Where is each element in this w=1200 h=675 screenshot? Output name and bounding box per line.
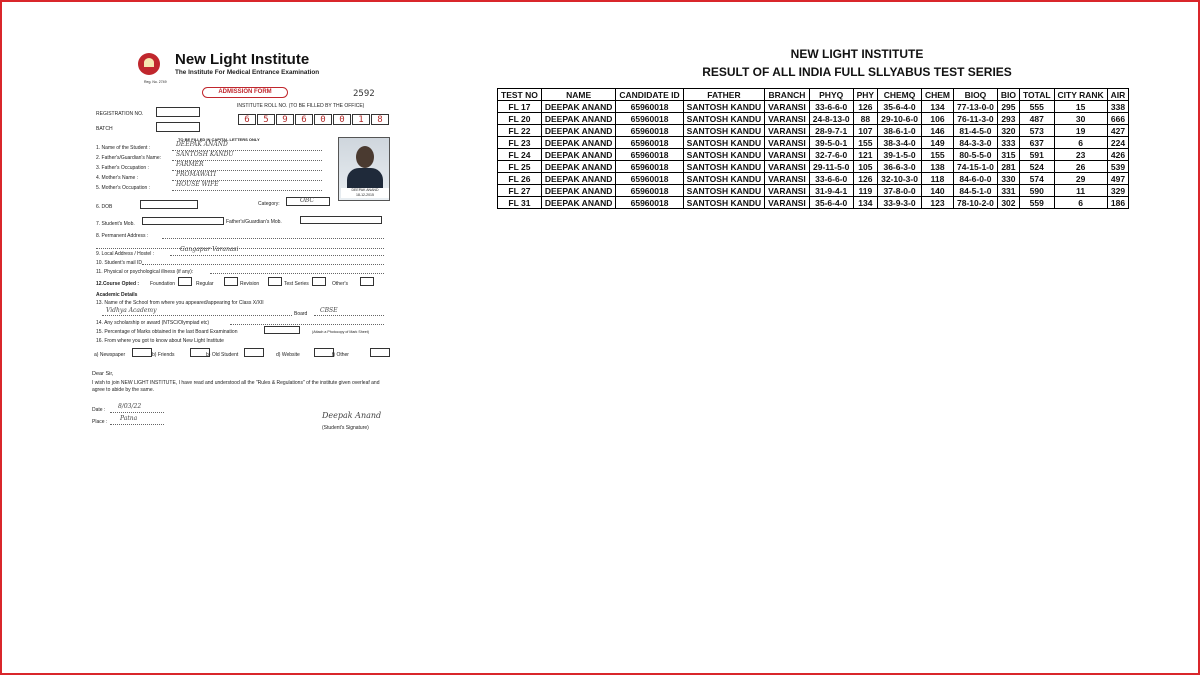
result-title-institute: NEW LIGHT INSTITUTE [790, 47, 924, 61]
table-cell: VARANSI [765, 125, 810, 137]
course-option-checkbox [268, 277, 282, 286]
table-cell: 138 [921, 161, 953, 173]
source-option-label: d) Website [276, 352, 300, 358]
table-cell: 666 [1107, 113, 1129, 125]
table-cell: 126 [853, 101, 877, 113]
field-label: 1. Name of the Student : [96, 145, 151, 151]
table-cell: SANTOSH KANDU [683, 185, 764, 197]
table-cell: 118 [921, 173, 953, 185]
table-cell: DEEPAK ANAND [541, 101, 616, 113]
photo-head [356, 146, 374, 168]
table-cell: 23 [1054, 149, 1107, 161]
table-cell: 329 [1107, 185, 1129, 197]
declaration-text: I wish to join NEW LIGHT INSTITUTE, I have read and understood all the "Rules & Regulations" of the institute given overleaf and agree to abide by the same. [92, 380, 380, 393]
table-cell: 29-11-5-0 [809, 161, 853, 173]
table-cell: 331 [997, 185, 1019, 197]
batch-label: BATCH [96, 126, 113, 132]
table-cell: 35-6-4-0 [809, 197, 853, 209]
column-header: PHYQ [809, 89, 853, 101]
table-cell: 426 [1107, 149, 1129, 161]
table-cell: 65960018 [616, 197, 683, 209]
table-cell: SANTOSH KANDU [683, 137, 764, 149]
table-cell: 591 [1019, 149, 1054, 161]
table-cell: 33-6-6-0 [809, 101, 853, 113]
local-address-line [170, 255, 384, 256]
table-cell: 487 [1019, 113, 1054, 125]
roll-digit-cell: 5 [257, 114, 275, 125]
table-cell: 146 [921, 125, 953, 137]
table-cell: SANTOSH KANDU [683, 101, 764, 113]
board-line [314, 315, 384, 316]
table-cell: 338 [1107, 101, 1129, 113]
institute-logo-icon [138, 53, 160, 75]
field-label: 4. Mother's Name : [96, 175, 139, 181]
table-cell: SANTOSH KANDU [683, 125, 764, 137]
course-option-label: Test Series [284, 281, 309, 287]
field-value: HOUSE WIFE [176, 181, 219, 188]
table-cell: 26 [1054, 161, 1107, 173]
table-cell: SANTOSH KANDU [683, 197, 764, 209]
table-cell: FL 26 [498, 173, 542, 185]
place-line [110, 424, 164, 425]
table-cell: 65960018 [616, 137, 683, 149]
source-option-checkbox [370, 348, 390, 357]
table-cell: VARANSI [765, 173, 810, 185]
photo-caption-name: DEEPAK ANAND [351, 188, 379, 192]
column-header: CANDIDATE ID [616, 89, 683, 101]
illness-line [210, 273, 384, 274]
table-cell: FL 25 [498, 161, 542, 173]
table-cell: 293 [997, 113, 1019, 125]
table-row [498, 149, 1129, 161]
permanent-address-label: 8. Permanent Address : [96, 233, 149, 239]
table-cell: 11 [1054, 185, 1107, 197]
table-cell: 39-1-5-0 [878, 149, 922, 161]
dob-box [140, 200, 198, 209]
table-cell: 88 [853, 113, 877, 125]
table-cell: 84-6-0-0 [954, 173, 998, 185]
table-cell: VARANSI [765, 149, 810, 161]
student-mob-label: 7. Student's Mob. [96, 221, 135, 227]
source-option-label: a) Newspaper [94, 352, 126, 358]
table-cell: 65960018 [616, 185, 683, 197]
roll-digit-cell: 1 [352, 114, 370, 125]
column-header: BRANCH [765, 89, 810, 101]
batch-box [156, 122, 200, 132]
marks-note: (Attach a Photocopy of Mark Sheet) [312, 330, 369, 334]
course-option-label: Revision [240, 281, 260, 287]
school-value: Vidhya Academy [106, 307, 157, 314]
source-label: 16. From where you got to know about New Light Institute [96, 338, 224, 344]
roll-digit-cell: 6 [295, 114, 313, 125]
table-cell: FL 23 [498, 137, 542, 149]
table-row [498, 197, 1129, 209]
student-signature: Deepak Anand [322, 411, 382, 420]
column-header: CHEMQ [878, 89, 922, 101]
column-header: BIOQ [954, 89, 998, 101]
marks-box [264, 326, 300, 334]
table-cell: 330 [997, 173, 1019, 185]
table-cell: 29-10-6-0 [878, 113, 922, 125]
category-value: OBC [300, 197, 315, 204]
table-cell: 84-3-3-0 [954, 137, 998, 149]
registration-box [156, 107, 200, 117]
dear-sir: Dear Sir, [92, 371, 114, 377]
table-cell: 65960018 [616, 173, 683, 185]
table-cell: 32-7-6-0 [809, 149, 853, 161]
table-cell: 38-6-1-0 [878, 125, 922, 137]
table-cell: 65960018 [616, 161, 683, 173]
table-cell: 134 [921, 101, 953, 113]
table-cell: 36-6-3-0 [878, 161, 922, 173]
table-cell: 106 [921, 113, 953, 125]
table-cell: 134 [853, 197, 877, 209]
table-cell: DEEPAK ANAND [541, 197, 616, 209]
field-value: PROMAWATI [176, 171, 216, 178]
table-cell: DEEPAK ANAND [541, 185, 616, 197]
table-cell: 24-8-13-0 [809, 113, 853, 125]
result-body [498, 101, 1129, 209]
table-cell: DEEPAK ANAND [541, 113, 616, 125]
table-cell: 427 [1107, 125, 1129, 137]
field-value: FARMER [176, 161, 204, 168]
table-cell: 302 [997, 197, 1019, 209]
table-cell: VARANSI [765, 185, 810, 197]
board-value: CBSE [320, 307, 338, 314]
registration-label: REGISTRATION NO. [96, 111, 144, 117]
table-cell: 33-9-3-0 [878, 197, 922, 209]
table-cell: 119 [853, 185, 877, 197]
table-cell: 15 [1054, 101, 1107, 113]
capital-letters-note: TO BE FILLED IN CAPITAL LETTERS ONLY [178, 137, 260, 142]
column-header: BIO [997, 89, 1019, 101]
academic-details-label: Academic Details [96, 292, 138, 298]
table-row [498, 125, 1129, 137]
table-cell: VARANSI [765, 113, 810, 125]
table-row [498, 173, 1129, 185]
course-label: 12.Course Opted : [96, 281, 140, 287]
table-cell: 155 [921, 149, 953, 161]
table-cell: 77-13-0-0 [954, 101, 998, 113]
column-header: CHEM [921, 89, 953, 101]
table-row [498, 161, 1129, 173]
table-cell: FL 20 [498, 113, 542, 125]
roll-label: INSTITUTE ROLL NO. (TO BE FILLED BY THE OFFICE) [237, 103, 365, 109]
table-cell: 28-9-7-1 [809, 125, 853, 137]
column-header: NAME [541, 89, 616, 101]
table-cell: DEEPAK ANAND [541, 149, 616, 161]
source-option-label: b) Old Student [206, 352, 239, 358]
table-cell: 65960018 [616, 101, 683, 113]
table-cell: 295 [997, 101, 1019, 113]
category-label: Category: [258, 201, 280, 207]
student-mob-box [142, 217, 224, 225]
table-cell: 497 [1107, 173, 1129, 185]
column-header: TOTAL [1019, 89, 1054, 101]
table-cell: 149 [921, 137, 953, 149]
table-cell: SANTOSH KANDU [683, 149, 764, 161]
photo-caption-date: 18-12-2015 [356, 193, 374, 197]
place-value: Patna [120, 415, 138, 422]
scholarship-line [230, 324, 384, 325]
marks-label: 15. Percentage of Marks obtained in the last Board Examination [96, 329, 238, 335]
permanent-address-line [162, 238, 384, 239]
table-cell: 573 [1019, 125, 1054, 137]
table-cell: 555 [1019, 101, 1054, 113]
result-title-series: RESULT OF ALL INDIA FULL SLLYABUS TEST SERIES [702, 65, 1012, 79]
table-cell: 29 [1054, 173, 1107, 185]
column-header: PHY [853, 89, 877, 101]
course-option-label: Regular [196, 281, 214, 287]
table-cell: 123 [921, 197, 953, 209]
table-cell: 539 [1107, 161, 1129, 173]
source-option-checkbox [132, 348, 152, 357]
table-cell: 84-5-1-0 [954, 185, 998, 197]
column-header: FATHER [683, 89, 764, 101]
column-header: AIR [1107, 89, 1129, 101]
table-cell: 19 [1054, 125, 1107, 137]
table-cell: 105 [853, 161, 877, 173]
field-label: 2. Father's/Guardian's Name: [96, 155, 161, 161]
table-cell: 140 [921, 185, 953, 197]
roll-digit-cell: 6 [238, 114, 256, 125]
table-row [498, 137, 1129, 149]
column-header: CITY RANK [1054, 89, 1107, 101]
table-cell: 74-15-1-0 [954, 161, 998, 173]
table-cell: DEEPAK ANAND [541, 161, 616, 173]
table-row [498, 101, 1129, 113]
course-option-checkbox [178, 277, 192, 286]
table-cell: DEEPAK ANAND [541, 173, 616, 185]
logo-subtitle: The Institute For Medical Entrance Examination [175, 69, 320, 76]
source-option-checkbox [314, 348, 334, 357]
table-cell: 30 [1054, 113, 1107, 125]
school-line [102, 315, 292, 316]
table-cell: 281 [997, 161, 1019, 173]
table-row [498, 113, 1129, 125]
table-cell: 186 [1107, 197, 1129, 209]
table-cell: 65960018 [616, 149, 683, 161]
table-cell: 31-9-4-1 [809, 185, 853, 197]
course-option-checkbox [360, 277, 374, 286]
table-cell: FL 31 [498, 197, 542, 209]
form-number: 2592 [353, 89, 375, 99]
table-cell: FL 27 [498, 185, 542, 197]
course-option-checkbox [312, 277, 326, 286]
column-header: TEST NO [498, 89, 542, 101]
admission-form [80, 45, 425, 440]
table-cell: 121 [853, 149, 877, 161]
table-cell: 38-3-4-0 [878, 137, 922, 149]
table-cell: SANTOSH KANDU [683, 173, 764, 185]
illness-label: 11. Physical or psychological illness (if any): [96, 269, 194, 275]
table-row [498, 185, 1129, 197]
table-cell: 107 [853, 125, 877, 137]
table-cell: 76-11-3-0 [954, 113, 998, 125]
table-cell: DEEPAK ANAND [541, 125, 616, 137]
table-cell: 65960018 [616, 125, 683, 137]
source-option-label: f) Other [332, 352, 349, 358]
course-option-label: Foundation [150, 281, 176, 287]
table-cell: FL 22 [498, 125, 542, 137]
field-label: 5. Mother's Occupation : [96, 185, 151, 191]
table-cell: 574 [1019, 173, 1054, 185]
table-cell: VARANSI [765, 137, 810, 149]
course-option-label: Other's [332, 281, 348, 287]
table-cell: 80-5-5-0 [954, 149, 998, 161]
table-cell: DEEPAK ANAND [541, 137, 616, 149]
dob-label: 6. DOB [96, 204, 113, 210]
table-cell: FL 24 [498, 149, 542, 161]
table-cell: 65960018 [616, 113, 683, 125]
table-cell: 37-8-0-0 [878, 185, 922, 197]
table-cell: 39-5-0-1 [809, 137, 853, 149]
roll-digit-cell: 9 [276, 114, 294, 125]
photo-caption [341, 188, 389, 198]
table-cell: 78-10-2-0 [954, 197, 998, 209]
guardian-mob-box [300, 216, 382, 224]
table-cell: 559 [1019, 197, 1054, 209]
table-cell: 524 [1019, 161, 1054, 173]
admission-form-title: ADMISSION FORM [202, 87, 288, 98]
table-cell: 637 [1019, 137, 1054, 149]
place-label: Place : [92, 419, 108, 425]
date-line [110, 412, 164, 413]
table-cell: 32-10-3-0 [878, 173, 922, 185]
reg-number-small: Reg. No. 2749 [144, 80, 167, 84]
roll-digit-cell: 0 [314, 114, 332, 125]
school-label: 13. Name of the School from where you appeared/appearing for Class X/XII [96, 300, 264, 306]
student-photo [338, 137, 390, 201]
table-cell: VARANSI [765, 101, 810, 113]
field-line [172, 190, 322, 191]
result-table [497, 88, 1129, 209]
signature-label: (Student's Signature) [322, 425, 369, 431]
table-cell: VARANSI [765, 197, 810, 209]
field-label: 3. Father's Occupation : [96, 165, 149, 171]
table-cell: 315 [997, 149, 1019, 161]
date-label: Date : [92, 407, 106, 413]
source-option-label: b) Friends [152, 352, 175, 358]
table-cell: SANTOSH KANDU [683, 113, 764, 125]
table-cell: 224 [1107, 137, 1129, 149]
table-cell: FL 17 [498, 101, 542, 113]
table-cell: 590 [1019, 185, 1054, 197]
mail-label: 10. Student's mail ID [96, 260, 142, 266]
result-header-row [498, 89, 1129, 101]
permanent-address-line-2 [96, 248, 384, 249]
date-value: 8/03/22 [118, 403, 142, 410]
table-cell: 6 [1054, 137, 1107, 149]
board-label: Board [294, 311, 308, 317]
table-cell: 155 [853, 137, 877, 149]
table-cell: 126 [853, 173, 877, 185]
table-cell: 320 [997, 125, 1019, 137]
course-option-checkbox [224, 277, 238, 286]
mail-line [142, 264, 384, 265]
table-cell: 81-4-5-0 [954, 125, 998, 137]
table-cell: VARANSI [765, 161, 810, 173]
table-cell: 33-6-6-0 [809, 173, 853, 185]
table-cell: 6 [1054, 197, 1107, 209]
local-address-value: Gangapur Varanasi [180, 246, 239, 253]
table-cell: 333 [997, 137, 1019, 149]
field-value: DEEPAK ANAND [176, 141, 228, 148]
roll-digit-cell: 8 [371, 114, 389, 125]
table-cell: SANTOSH KANDU [683, 161, 764, 173]
local-address-label: 9. Local Address / Hostel : [96, 251, 155, 257]
logo-title: New Light Institute [175, 51, 310, 68]
guardian-mob-label: Father's/Guardian's Mob. [226, 219, 282, 225]
field-value: SANTOSH KANDU [176, 151, 234, 158]
scholarship-label: 14. Any scholarship or award (NTSC/Olympiad etc) [96, 320, 210, 326]
table-cell: 35-6-4-0 [878, 101, 922, 113]
roll-digit-cell: 0 [333, 114, 351, 125]
source-option-checkbox [244, 348, 264, 357]
